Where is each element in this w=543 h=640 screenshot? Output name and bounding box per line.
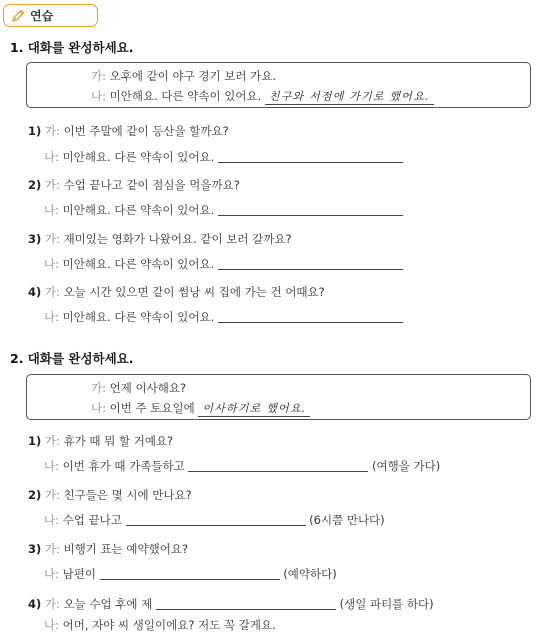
s2-q1-answer-blank[interactable] — [188, 470, 368, 472]
s2-q4-answer-blank[interactable] — [156, 608, 336, 610]
s1-q2-answer-blank[interactable] — [218, 214, 403, 216]
s1-q1-line-b: 나: 미안해요. 다른 약속이 있어요. — [44, 149, 403, 165]
s1-q1-line-a: 1) 가: 이번 주말에 같이 등산을 할까요? — [28, 124, 229, 138]
s2-q2-line-a: 2) 가: 친구들은 몇 시에 만나요? — [28, 488, 192, 502]
example-2-answer: 이사하기로 했어요. — [198, 402, 310, 417]
s1-q4-line-b: 나: 미안해요. 다른 약속이 있어요. — [44, 309, 403, 325]
s1-q4-answer-blank[interactable] — [218, 321, 403, 323]
badge-label: 연습 — [30, 9, 54, 23]
example-2-line-b: 나: 이번 주 토요일에 이사하기로 했어요. — [91, 400, 310, 416]
s2-q3-line-a: 3) 가: 비행기 표는 예약했어요? — [28, 542, 189, 556]
section-2-title: 2. 대화를 완성하세요. — [10, 351, 134, 366]
s1-q1-answer-blank[interactable] — [218, 161, 403, 163]
s1-q3-line-b: 나: 미안해요. 다른 약속이 있어요. — [44, 256, 403, 272]
section-1-title: 1. 대화를 완성하세요. — [10, 40, 134, 55]
s2-q3-line-b: 나: 남편이 (예약하다) — [44, 567, 337, 581]
example-2-line-a: 가: 언제 이사해요? — [91, 381, 187, 395]
section-1-example-box — [26, 62, 531, 108]
s2-q3-answer-blank[interactable] — [100, 578, 280, 580]
s1-q2-line-a: 2) 가: 수업 끝나고 같이 점심을 먹을까요? — [28, 178, 240, 192]
s2-q4-line-a: 4) 가: 오늘 수업 후에 제 (생일 파티를 하다) — [28, 597, 434, 611]
section-2-example-box — [26, 374, 531, 420]
s1-q3-answer-blank[interactable] — [218, 268, 403, 270]
example-1-answer: 친구와 서점에 가기로 했어요. — [265, 90, 434, 105]
s2-q2-answer-blank[interactable] — [126, 524, 306, 526]
pencil-icon — [10, 8, 26, 24]
example-1-line-b: 나: 미안해요. 다른 약속이 있어요. 친구와 서점에 가기로 했어요. — [91, 88, 434, 104]
s2-q2-line-b: 나: 수업 끝나고 (6시쯤 만나다) — [44, 513, 385, 527]
s2-q4-line-b: 나: 어머, 자야 씨 생일이에요? 저도 꼭 갈게요. — [44, 618, 276, 632]
example-1-line-a: 가: 오후에 같이 야구 경기 보러 가요. — [91, 69, 276, 83]
s2-q1-line-a: 1) 가: 휴가 때 뭐 할 거예요? — [28, 434, 174, 448]
practice-badge — [3, 4, 98, 27]
s1-q2-line-b: 나: 미안해요. 다른 약속이 있어요. — [44, 202, 403, 218]
s1-q3-line-a: 3) 가: 재미있는 영화가 나왔어요. 같이 보러 갈까요? — [28, 232, 292, 246]
s1-q4-line-a: 4) 가: 오늘 시간 있으면 같이 썸낭 씨 집에 가는 건 어때요? — [28, 285, 325, 299]
s2-q1-line-b: 나: 이번 휴가 때 가족들하고 (여행을 가다) — [44, 459, 441, 473]
